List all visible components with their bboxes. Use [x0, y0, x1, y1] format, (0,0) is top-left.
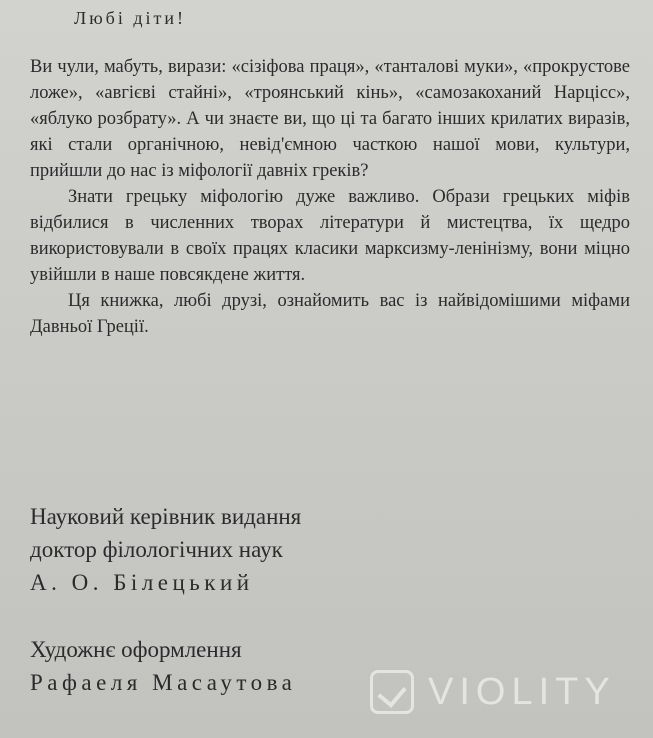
watermark-text: VIOLITY — [428, 670, 616, 713]
intro-paragraph-2: Знати грецьку міфологію дуже важливо. Образи грецьких міфів відбилися в численних творах літератури й мистецтва, їх щедро використовували в своїх працях класики марксизму-ленінізму, вони міцно увійшли в наше повсякдене життя. — [30, 187, 630, 285]
intro-paragraph-1: Ви чули, мабуть, вирази: «сізіфова праця», «танталові муки», «прокрустове ложе», «авгієві стайні», «троянський кінь», «самозакоханий Нарцісс», «яблуко розбрату». А чи знаєте ви, що ці та багато інших крилатих виразів, які стали органічною, невід'ємною часткою нашої мови, культури, прийшли до нас із міфології давніх греків? — [30, 57, 630, 181]
intro-paragraph-3: Ця книжка, любі друзі, ознайомить вас із найвідомішими міфами Давньої Греції. — [30, 291, 630, 337]
art-design-title: Художнє оформлення — [30, 637, 242, 662]
scientific-editor-title: Науковий керівник видання — [30, 504, 302, 529]
violity-logo-icon — [370, 670, 414, 714]
greeting-heading: Любі діти! — [74, 8, 186, 28]
scientific-editor-name: А. О. Білецький — [30, 570, 254, 595]
credits-block — [30, 500, 301, 699]
scientific-editor-degree: доктор філологічних наук — [30, 537, 283, 562]
artist-name: Рафаеля Масаутова — [30, 670, 297, 695]
intro-text — [30, 54, 630, 340]
violity-watermark — [370, 664, 640, 720]
